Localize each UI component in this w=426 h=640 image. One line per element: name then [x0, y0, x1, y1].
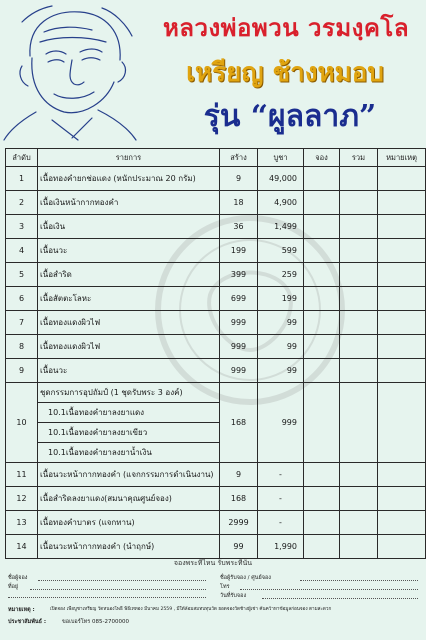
table-row: [6, 239, 426, 263]
coin-name-title: เหรียญ ช้างหมอบ: [186, 58, 384, 88]
col-header-qty: สร้าง: [220, 149, 258, 167]
row-qty: 2999: [220, 511, 258, 535]
row-reserve-cell[interactable]: [304, 535, 340, 559]
row-remark-cell[interactable]: [378, 463, 426, 487]
row-price: 99: [258, 335, 304, 359]
row-item: เนื้อทองคำยกช่อแดง (หนักประมาณ 20 กรัม): [38, 167, 220, 191]
row-remark-cell[interactable]: [378, 335, 426, 359]
row-item: เนื้อทองแดงผิวไฟ: [38, 311, 220, 335]
row-price: 99: [258, 311, 304, 335]
phone-field[interactable]: [240, 589, 418, 590]
col-header-no: ลำดับ: [6, 149, 38, 167]
row-remark-cell[interactable]: [378, 535, 426, 559]
reserve-note: จองพระที่ไหน รับพระที่นั่น: [173, 559, 253, 567]
row-item: เนื้อสัตตะโลหะ: [38, 287, 220, 311]
center-name-label: ชื่อผู้รับจอง / ศูนย์จอง: [220, 575, 271, 581]
monk-portrait-sketch: [2, 2, 138, 142]
row-qty: 168: [220, 487, 258, 511]
row-total-cell[interactable]: [340, 359, 378, 383]
col-header-total: รวม: [340, 149, 378, 167]
row-remark-cell[interactable]: [378, 167, 426, 191]
row-no: 10: [6, 383, 38, 463]
row-total-cell[interactable]: [340, 311, 378, 335]
table-header-row: [6, 149, 426, 167]
row-qty: 999: [220, 335, 258, 359]
table-row: [6, 359, 426, 383]
row-reserve-cell[interactable]: [304, 487, 340, 511]
row-reserve-cell[interactable]: [304, 263, 340, 287]
row-qty: 9: [220, 167, 258, 191]
contact-label: ประชาสัมพันธ์ :: [8, 619, 47, 625]
row-item: เนื้อสำริด: [38, 263, 220, 287]
row-item: เนื้อนวะหน้ากากทองคำ (นำฤกษ์): [38, 535, 220, 559]
row-no: 1: [6, 167, 38, 191]
row-qty: 36: [220, 215, 258, 239]
row-qty: 999: [220, 359, 258, 383]
row-item: เนื้อนวะ: [38, 239, 220, 263]
row-reserve-cell[interactable]: [304, 335, 340, 359]
row-reserve-cell[interactable]: [304, 167, 340, 191]
table-row: [6, 487, 426, 511]
edition-title: รุ่น “ผูลลาภ”: [203, 99, 377, 134]
address-field-line2[interactable]: [8, 597, 206, 598]
row-reserve-cell[interactable]: [304, 287, 340, 311]
table-row: [6, 167, 426, 191]
row-reserve-cell[interactable]: [304, 383, 340, 463]
row-reserve-cell[interactable]: [304, 239, 340, 263]
row-no: 13: [6, 511, 38, 535]
row-remark-cell[interactable]: [378, 359, 426, 383]
row-remark-cell[interactable]: [378, 383, 426, 463]
row-total-cell[interactable]: [340, 535, 378, 559]
row-item: เนื้อทองคำบาตร (แจกทาน): [38, 511, 220, 535]
row-total-cell[interactable]: [340, 167, 378, 191]
col-header-item: รายการ: [38, 149, 220, 167]
row-remark-cell[interactable]: [378, 287, 426, 311]
row-qty: 399: [220, 263, 258, 287]
address-label: ที่อยู่: [8, 584, 19, 590]
row-total-cell[interactable]: [340, 511, 378, 535]
row-reserve-cell[interactable]: [304, 511, 340, 535]
row-qty: 18: [220, 191, 258, 215]
table-row: [6, 215, 426, 239]
row-reserve-cell[interactable]: [304, 463, 340, 487]
row-price: 99: [258, 359, 304, 383]
table-row: [6, 263, 426, 287]
row-price: -: [258, 463, 304, 487]
table-row: [6, 335, 426, 359]
table-row: [6, 191, 426, 215]
row-no: 6: [6, 287, 38, 311]
row-price: 199: [258, 287, 304, 311]
row-reserve-cell[interactable]: [304, 191, 340, 215]
table-row: [6, 463, 426, 487]
row-price: -: [258, 487, 304, 511]
row-qty: 168: [220, 383, 258, 463]
row-remark-cell[interactable]: [378, 191, 426, 215]
row-remark-cell[interactable]: [378, 487, 426, 511]
col-header-reserve: จอง: [304, 149, 340, 167]
row-price: 1,990: [258, 535, 304, 559]
row-price: -: [258, 511, 304, 535]
amulet-table: [5, 148, 426, 559]
row-price: 49,000: [258, 167, 304, 191]
row-no: 14: [6, 535, 38, 559]
row-item: เนื้อนวะ: [38, 359, 220, 383]
row-no: 9: [6, 359, 38, 383]
row-subitem: 10.1เนื้อทองคำยาลงยาแดง: [38, 403, 220, 423]
table-row: [6, 311, 426, 335]
row-no: 3: [6, 215, 38, 239]
row-item: เนื้อเงินหน้ากากทองคำ: [38, 191, 220, 215]
reserve-date-field[interactable]: [262, 598, 418, 599]
row-remark-cell[interactable]: [378, 239, 426, 263]
phone-label: โทร: [220, 584, 230, 590]
row-item: เนื้อสำริดลงยาแดง(สมนาคุณศูนย์จอง): [38, 487, 220, 511]
row-qty: 99: [220, 535, 258, 559]
row-price: 1,499: [258, 215, 304, 239]
row-total-cell[interactable]: [340, 335, 378, 359]
row-item: เนื้อทองแดงผิวไฟ: [38, 335, 220, 359]
row-qty: 999: [220, 311, 258, 335]
row-reserve-cell[interactable]: [304, 359, 340, 383]
row-remark-cell[interactable]: [378, 263, 426, 287]
row-qty: 199: [220, 239, 258, 263]
table-row: [6, 535, 426, 559]
table-row: [6, 511, 426, 535]
reserve-date-label: วันที่รับจอง: [220, 593, 247, 599]
table-row-group10-header: [6, 383, 426, 403]
row-price: 259: [258, 263, 304, 287]
row-item: เนื้อเงิน: [38, 215, 220, 239]
reserver-name-label: ชื่อผู้จอง: [8, 575, 28, 581]
row-item: เนื้อนวะหน้ากากทองคำ (แจกกรรมการดำเนินงาน): [38, 463, 220, 487]
row-total-cell[interactable]: [340, 263, 378, 287]
row-total-cell[interactable]: [340, 191, 378, 215]
row-remark-cell[interactable]: [378, 215, 426, 239]
row-qty: 699: [220, 287, 258, 311]
row-price: 4,900: [258, 191, 304, 215]
row-price: 999: [258, 383, 304, 463]
row-remark-cell[interactable]: [378, 311, 426, 335]
row-no: 12: [6, 487, 38, 511]
reserver-name-field[interactable]: [38, 580, 206, 581]
row-no: 2: [6, 191, 38, 215]
row-no: 4: [6, 239, 38, 263]
row-no: 7: [6, 311, 38, 335]
row-no: 8: [6, 335, 38, 359]
row-remark-cell[interactable]: [378, 511, 426, 535]
row-item: ชุดกรรมการอุปถัมป์ (1 ชุดรับพระ 3 องค์): [38, 383, 220, 403]
row-subitem: 10.1เนื้อทองคำยาลงยาน้ำเงิน: [38, 443, 220, 463]
row-total-cell[interactable]: [340, 287, 378, 311]
row-no: 11: [6, 463, 38, 487]
row-total-cell[interactable]: [340, 383, 378, 463]
col-header-price: บูชา: [258, 149, 304, 167]
row-qty: 9: [220, 463, 258, 487]
remark-label: หมายเหตุ :: [8, 607, 35, 613]
contact-text: ขอเบอร์โทร 085-2700000: [62, 619, 129, 625]
row-no: 5: [6, 263, 38, 287]
row-reserve-cell[interactable]: [304, 311, 340, 335]
row-total-cell[interactable]: [340, 487, 378, 511]
row-total-cell[interactable]: [340, 215, 378, 239]
row-subitem: 10.1เนื้อทองคำยาลงยาเขียว: [38, 423, 220, 443]
row-total-cell[interactable]: [340, 239, 378, 263]
remark-text: เปิดจอง เพื่อบูชาเหรียญ วัดหนองโพธิ์ พิธีเททอง มีนาคม 2559 , มีใต้ล้อมสมทบทุนวัด ยอดจองวัดช้างผู้เช่า ค้นคว้าหาข้อมูลก่อนจอง ตามสะดวก: [50, 607, 332, 612]
col-header-remark: หมายเหตุ: [378, 149, 426, 167]
table-row: [6, 287, 426, 311]
row-reserve-cell[interactable]: [304, 215, 340, 239]
row-price: 599: [258, 239, 304, 263]
row-total-cell[interactable]: [340, 463, 378, 487]
monk-name-title: หลวงพ่อพวน วรมงฺคโล: [162, 13, 410, 42]
center-name-field[interactable]: [300, 580, 418, 581]
address-field[interactable]: [30, 589, 206, 590]
